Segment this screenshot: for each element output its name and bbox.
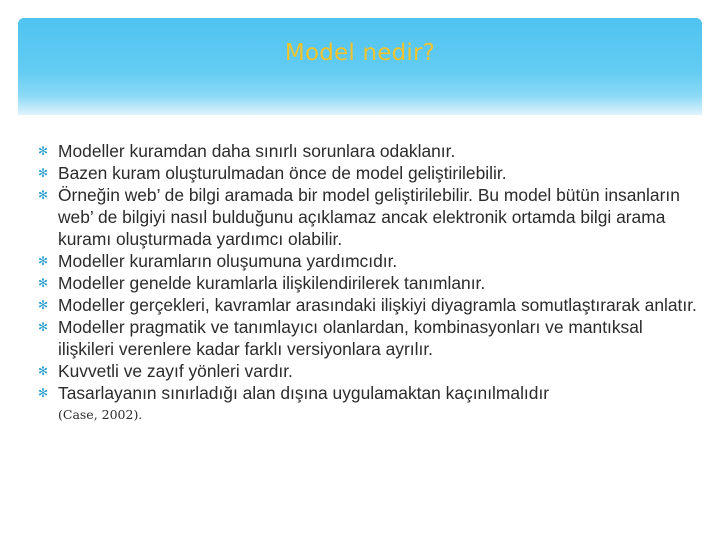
bullet-item [36, 162, 700, 184]
asterisk-bullet-icon: ✻ [37, 166, 49, 180]
bullet-text: Modeller genelde kuramlarla ilişkilendirilerek tanımlanır. [58, 273, 486, 293]
bullet-item [36, 294, 700, 316]
asterisk-bullet-icon: ✻ [37, 276, 49, 290]
bullet-item [36, 140, 700, 162]
asterisk-bullet-icon: ✻ [37, 254, 49, 268]
asterisk-bullet-icon: ✻ [37, 386, 49, 400]
bullet-text: Örneğin web’ de bilgi aramada bir model geliştirilebilir. Bu model bütün insanların web’ de bilgiyi nasıl bulduğunu açıklamaz ancak elektronik ortamda bilgi arama kuramı oluşturmada yardımcı olabilir. [58, 185, 680, 249]
bullet-text: Modeller gerçekleri, kavramlar arasındaki ilişkiyi diyagramla somutlaştırarak anlatır. [58, 295, 697, 315]
bullet-text: Bazen kuram oluşturulmadan önce de model geliştirilebilir. [58, 163, 507, 183]
asterisk-bullet-icon: ✻ [37, 298, 49, 312]
slide-content [36, 140, 700, 426]
slide-title: Model nedir? [284, 40, 436, 66]
bullet-text: Tasarlayanın sınırladığı alan dışına uygulamaktan kaçınılmalıdır [58, 383, 550, 403]
asterisk-bullet-icon: ✻ [37, 320, 49, 334]
asterisk-bullet-icon: ✻ [37, 188, 49, 202]
citation: (Case, 2002). [58, 407, 143, 422]
bullet-item [36, 316, 700, 360]
bullet-list [36, 140, 700, 404]
asterisk-bullet-icon: ✻ [37, 144, 49, 158]
bullet-item [36, 382, 700, 404]
bullet-text: Modeller kuramdan daha sınırlı sorunlara odaklanır. [58, 141, 456, 161]
bullet-text: Modeller pragmatik ve tanımlayıcı olanlardan, kombinasyonları ve mantıksal ilişkileri verenlere kadar farklı versiyonlara ayrılır. [58, 317, 643, 359]
header-band [18, 18, 702, 115]
asterisk-bullet-icon: ✻ [37, 364, 49, 378]
bullet-text: Modeller kuramların oluşumuna yardımcıdır. [58, 251, 398, 271]
bullet-item [36, 360, 700, 382]
bullet-item [36, 250, 700, 272]
bullet-item [36, 272, 700, 294]
bullet-item [36, 184, 700, 250]
bullet-text: Kuvvetli ve zayıf yönleri vardır. [58, 361, 293, 381]
